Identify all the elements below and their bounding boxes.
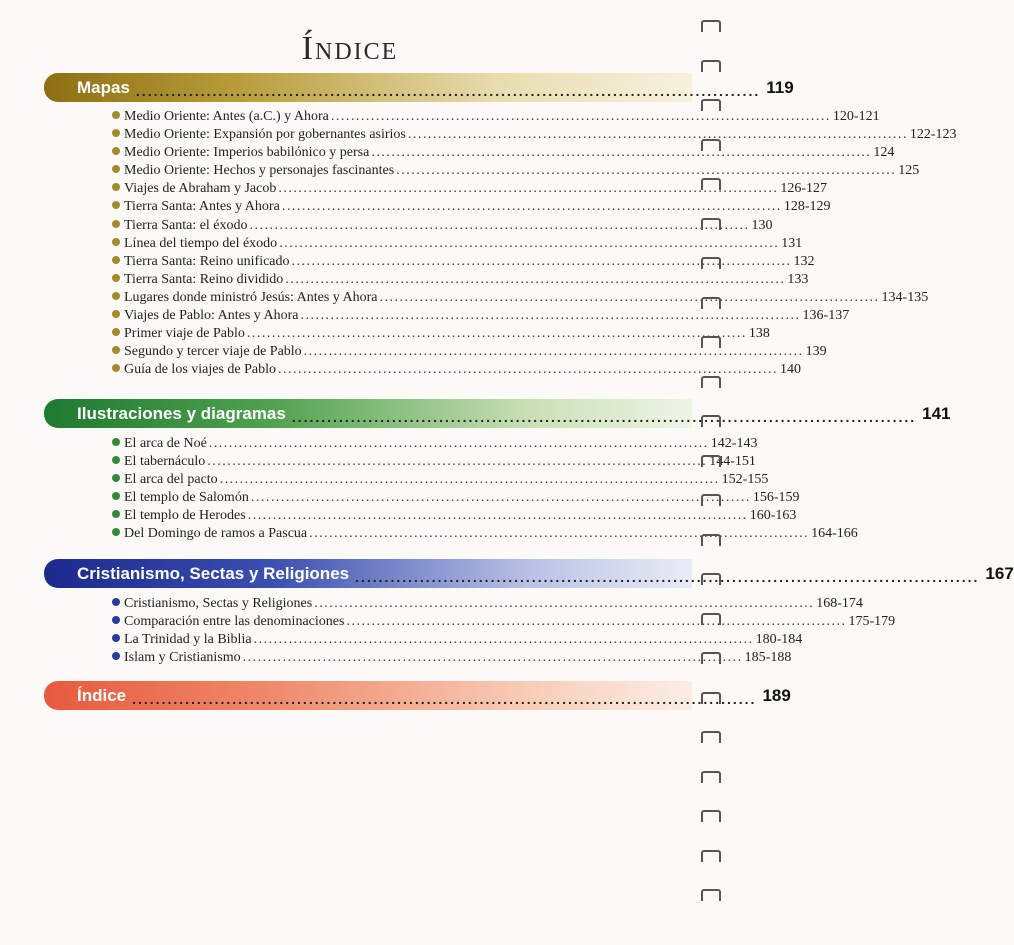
spiral-coil: [701, 652, 721, 664]
section-entries-mapas: [112, 108, 957, 379]
entry-page: 144-151: [709, 454, 756, 470]
leader-dots: ....................................................................................................: [300, 308, 801, 324]
spiral-coil: [701, 810, 721, 822]
entry-label: El templo de Herodes: [124, 508, 246, 524]
bullet-icon: [112, 510, 120, 518]
section-entries-ilustraciones: [112, 435, 858, 544]
entry-label: El tabernáculo: [124, 454, 206, 470]
leader-dots: ....................................................................................................: [242, 650, 743, 666]
section-header-indice[interactable]: [44, 681, 791, 710]
entry-page: 152-155: [721, 472, 769, 488]
bullet-icon: [112, 364, 120, 372]
entry-label: Segundo y tercer viaje de Pablo: [124, 344, 302, 360]
section-page: 119: [766, 77, 794, 97]
leader-dots: ....................................................................................................: [330, 109, 831, 124]
bullet-icon: [112, 438, 120, 446]
toc-entry[interactable]: [112, 162, 920, 180]
bullet-icon: [112, 111, 120, 119]
toc-entry[interactable]: [112, 613, 896, 631]
spiral-coil: [701, 771, 721, 783]
leader-dots: ....................................................................................................: [278, 362, 779, 378]
toc-entry[interactable]: [112, 126, 957, 144]
entry-label: Del Domingo de ramos a Pascua: [124, 526, 308, 542]
leader-dots: ....................................................................................................: [246, 326, 747, 342]
entry-page: 124: [873, 145, 895, 161]
toc-entry[interactable]: [112, 507, 797, 525]
entry-page: 160-163: [749, 508, 797, 524]
bullet-icon: [112, 528, 120, 536]
bullet-icon: [112, 165, 120, 173]
entry-label: Tierra Santa: el éxodo: [124, 217, 248, 233]
leader-dots: ....................................................................................................: [207, 454, 708, 470]
spiral-coil: [701, 415, 721, 427]
spiral-coil: [701, 889, 721, 901]
toc-entry[interactable]: [112, 453, 756, 471]
entry-page: 185-188: [744, 650, 792, 666]
leader-dots: ....................................................................................................: [250, 490, 751, 506]
entry-page: 120-121: [832, 109, 880, 124]
bullet-icon: [112, 310, 120, 318]
entry-page: 130: [751, 217, 773, 233]
bullet-icon: [112, 492, 120, 500]
spiral-coil: [701, 139, 721, 151]
toc-entry[interactable]: [112, 198, 831, 216]
entry-label: El templo de Salomón: [124, 490, 249, 506]
bullet-icon: [112, 129, 120, 137]
spiral-coil: [701, 60, 721, 72]
entry-label: Medio Oriente: Imperios babilónico y persa: [124, 145, 370, 161]
bullet-icon: [112, 256, 120, 264]
spiral-coil: [701, 218, 721, 230]
entry-label: Línea del tiempo del éxodo: [124, 235, 278, 251]
toc-entry[interactable]: [112, 253, 815, 271]
entry-label: Tierra Santa: Reino unificado: [124, 253, 290, 269]
section-title: Cristianismo, Sectas y Religiones: [77, 563, 350, 583]
leader-dots: ..........................................................................................................: [132, 690, 757, 707]
bullet-icon: [112, 456, 120, 464]
bullet-icon: [112, 598, 120, 606]
toc-entry[interactable]: [112, 144, 895, 162]
leader-dots: ....................................................................................................: [208, 436, 709, 451]
entry-label: Viajes de Abraham y Jacob: [124, 181, 277, 197]
entry-page: 168-174: [816, 596, 863, 611]
entry-label: Tierra Santa: Reino dividido: [124, 271, 284, 287]
bullet-icon: [112, 328, 120, 336]
entry-label: Medio Oriente: Hechos y personajes fascinantes: [124, 163, 395, 179]
bullet-icon: [112, 274, 120, 282]
leader-dots: ....................................................................................................: [407, 127, 908, 143]
leader-dots: ....................................................................................................: [285, 271, 786, 287]
toc-entry[interactable]: [112, 108, 880, 126]
toc-entry[interactable]: [112, 307, 850, 325]
entry-label: Medio Oriente: Antes (a.C.) y Ahora: [124, 109, 329, 124]
leader-dots: ....................................................................................................: [303, 344, 804, 360]
leader-dots: ....................................................................................................: [371, 145, 872, 161]
entry-label: La Trinidad y la Biblia: [124, 632, 252, 648]
spiral-coil: [701, 573, 721, 585]
entry-label: Medio Oriente: Expansión por gobernantes asirios: [124, 127, 406, 143]
entry-label: Islam y Cristianismo: [124, 650, 241, 666]
spiral-coil: [701, 534, 721, 546]
entry-page: 128-129: [783, 199, 831, 215]
entry-label: Tierra Santa: Antes y Ahora: [124, 199, 280, 215]
toc-entry[interactable]: [112, 361, 802, 379]
entry-page: 125: [898, 163, 920, 179]
entry-page: 140: [780, 362, 802, 378]
toc-entry[interactable]: [112, 343, 827, 361]
toc-entry[interactable]: [112, 595, 863, 613]
bullet-icon: [112, 616, 120, 624]
spiral-coil: [701, 376, 721, 388]
bullet-icon: [112, 634, 120, 642]
leader-dots: ....................................................................................................: [309, 526, 810, 542]
toc-entry[interactable]: [112, 235, 803, 253]
section-title: Ilustraciones y diagramas: [77, 403, 286, 423]
bullet-icon: [112, 474, 120, 482]
entry-page: 134-135: [881, 289, 929, 305]
entry-page: 142-143: [710, 436, 758, 451]
section-title: Mapas: [77, 77, 130, 97]
section-title: Índice: [77, 685, 127, 705]
spiral-coil: [701, 297, 721, 309]
toc-entry[interactable]: [112, 471, 769, 489]
entry-page: 132: [793, 253, 815, 269]
leader-dots: ....................................................................................................: [379, 289, 880, 305]
leader-dots: ....................................................................................................: [314, 596, 815, 611]
toc-entry[interactable]: [112, 217, 773, 235]
section-header-cristianismo[interactable]: [44, 559, 1014, 588]
spiral-coil: [701, 613, 721, 625]
leader-dots: ....................................................................................................: [281, 199, 782, 215]
spiral-coil: [701, 455, 721, 467]
spiral-coil: [701, 336, 721, 348]
spiral-coil: [701, 257, 721, 269]
entry-label: Guía de los viajes de Pablo: [124, 362, 277, 378]
bullet-icon: [112, 238, 120, 246]
entry-page: 131: [781, 235, 803, 251]
bullet-icon: [112, 147, 120, 155]
section-header-ilustraciones[interactable]: [44, 399, 951, 428]
leader-dots: ....................................................................................................: [291, 253, 792, 269]
leader-dots: ..........................................................................................................: [291, 408, 917, 425]
toc-entry[interactable]: [112, 180, 828, 198]
toc-entry[interactable]: [112, 325, 770, 343]
spiral-coil: [701, 99, 721, 111]
toc-entry[interactable]: [112, 649, 792, 667]
entry-page: 133: [787, 271, 809, 287]
leader-dots: ....................................................................................................: [279, 235, 780, 251]
bullet-icon: [112, 201, 120, 209]
bullet-icon: [112, 220, 120, 228]
spiral-coil: [701, 494, 721, 506]
bullet-icon: [112, 292, 120, 300]
entry-label: Primer viaje de Pablo: [124, 326, 245, 342]
toc-entry[interactable]: [112, 435, 758, 453]
spiral-coil: [701, 692, 721, 704]
spiral-binding: [699, 20, 723, 940]
leader-dots: ....................................................................................................: [278, 181, 779, 197]
entry-label: Lugares donde ministró Jesús: Antes y Ahora: [124, 289, 378, 305]
entry-page: 122-123: [909, 127, 957, 143]
leader-dots: ....................................................................................................: [219, 472, 720, 488]
section-page: 189: [762, 685, 791, 705]
entry-page: 126-127: [780, 181, 828, 197]
toc-entry[interactable]: [112, 289, 929, 307]
leader-dots: ....................................................................................................: [247, 508, 748, 524]
leader-dots: ....................................................................................................: [249, 217, 750, 233]
toc-entry[interactable]: [112, 525, 858, 543]
entry-page: 175-179: [848, 614, 896, 630]
entry-label: El arca de Noé: [124, 436, 207, 451]
section-header-mapas[interactable]: [44, 73, 794, 102]
leader-dots: ..........................................................................................................: [355, 568, 980, 585]
entry-page: 164-166: [811, 526, 858, 542]
entry-label: Cristianismo, Sectas y Religiones: [124, 596, 313, 611]
entry-page: 180-184: [755, 632, 803, 648]
entry-label: El arca del pacto: [124, 472, 218, 488]
section-page: 167: [985, 563, 1014, 583]
toc-entry[interactable]: [112, 271, 809, 289]
entry-label: Viajes de Pablo: Antes y Ahora: [124, 308, 299, 324]
spiral-coil: [701, 731, 721, 743]
spiral-coil: [701, 178, 721, 190]
entry-label: Comparación entre las denominaciones: [124, 614, 345, 630]
bullet-icon: [112, 346, 120, 354]
toc-entry[interactable]: [112, 489, 800, 507]
bullet-icon: [112, 183, 120, 191]
spiral-coil: [701, 850, 721, 862]
page-title: Índice: [301, 30, 399, 67]
toc-entry[interactable]: [112, 631, 803, 649]
section-entries-cristianismo: [112, 595, 896, 667]
spiral-coil: [701, 20, 721, 32]
section-page: 141: [922, 403, 951, 423]
leader-dots: ....................................................................................................: [396, 163, 897, 179]
entry-page: 156-159: [752, 490, 800, 506]
bullet-icon: [112, 652, 120, 660]
entry-page: 136-137: [802, 308, 850, 324]
leader-dots: ....................................................................................................: [346, 614, 847, 630]
entry-page: 138: [748, 326, 770, 342]
leader-dots: ..........................................................................................................: [135, 82, 761, 99]
entry-page: 139: [805, 344, 827, 360]
leader-dots: ....................................................................................................: [253, 632, 754, 648]
